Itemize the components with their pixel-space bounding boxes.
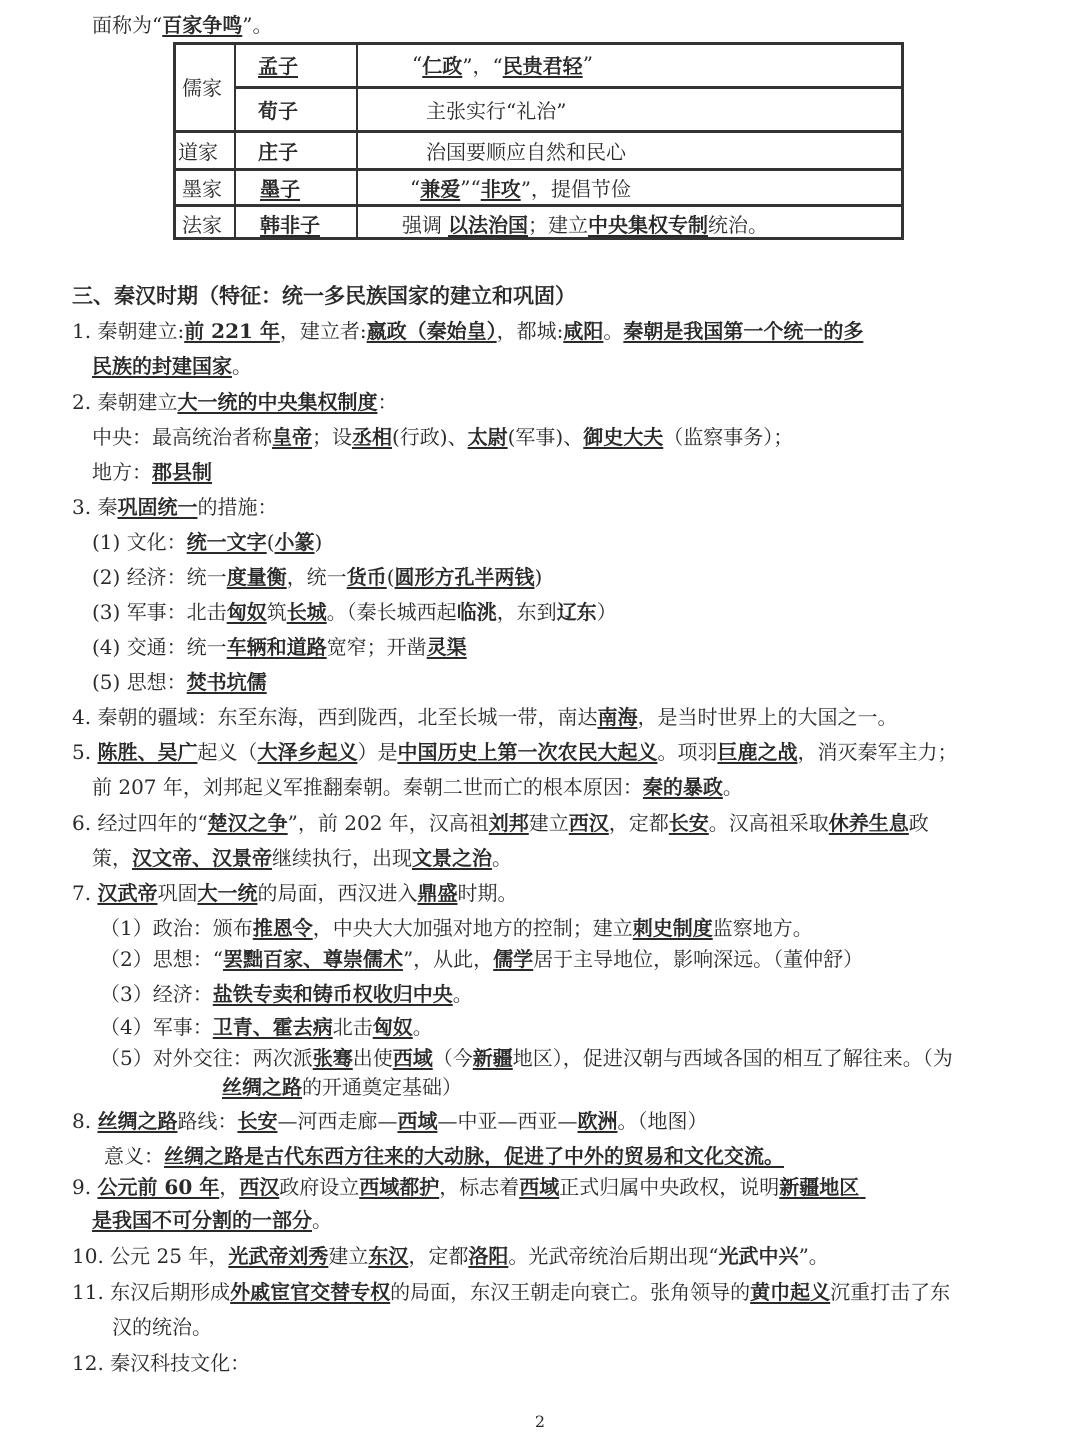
idea-key: 兼爱	[420, 177, 461, 201]
key-term: 儒学	[493, 947, 534, 971]
key-term: 丝绸之路	[97, 1109, 178, 1133]
item-2	[72, 389, 397, 415]
section-title: 三、秦汉时期（特征：统一多民族国家的建立和巩固）	[72, 283, 576, 308]
key-term: 郡县制	[152, 460, 212, 484]
item-3-4	[92, 634, 467, 660]
text: (5) 思想：	[92, 670, 187, 694]
person-name: 韩非子	[260, 213, 320, 237]
key-term: 丝绸之路是古代东西方往来的大动脉，促进了中外的贸易和文化交流。	[164, 1144, 784, 1168]
item-11-cont	[112, 1314, 212, 1340]
text: 意义：	[104, 1144, 164, 1168]
key-term: 新疆地区	[779, 1175, 860, 1199]
item-1-cont	[92, 353, 252, 379]
text: （监察事务）；	[663, 425, 794, 449]
key-term: 西域	[397, 1109, 438, 1133]
text: 。光武帝统治后期出现“	[508, 1244, 719, 1268]
text: 。（地图）	[617, 1109, 708, 1133]
key-term: 卫青、霍去病	[212, 1015, 333, 1039]
key-term: 公元前 60 年	[97, 1175, 220, 1199]
text: 北击	[332, 1015, 373, 1039]
text: 4. 秦朝的疆域：东至东海，西到陇西，北至长城一带，南达	[72, 705, 598, 729]
key-term: 欧洲	[577, 1109, 618, 1133]
key-term: 大一统	[197, 881, 258, 905]
underline-blank	[859, 1174, 919, 1200]
text: 中央：最高统治者称	[92, 425, 272, 449]
key-term: 匈奴	[372, 1015, 413, 1039]
item-7-2	[100, 946, 863, 972]
person-name: 庄子	[258, 140, 298, 164]
key-term: 光武帝刘秀	[228, 1244, 329, 1268]
key-term: 新疆	[472, 1046, 513, 1070]
person-cell	[234, 42, 356, 86]
school-cell	[176, 207, 234, 240]
idea-key: 中央集权专制	[588, 213, 708, 237]
text: （3）经济：	[100, 982, 213, 1006]
text: 监察地方。	[712, 916, 813, 940]
key-term: 盐铁专卖和铸币权收归中央	[212, 982, 453, 1006]
text: 。（秦长城西起	[326, 600, 457, 624]
column-divider	[234, 45, 236, 237]
text: ，建立者:	[279, 319, 367, 343]
text: (4) 交通：统一	[92, 635, 227, 659]
idea-text: ”，“	[462, 53, 503, 78]
text: ，东到	[496, 600, 557, 624]
item-9	[72, 1174, 919, 1200]
item-7-4	[100, 1014, 433, 1040]
table-row	[234, 86, 901, 130]
key-term: 皇帝	[272, 425, 312, 449]
item-3-1	[92, 529, 322, 555]
text: —中亚—西亚—	[437, 1109, 578, 1133]
text: ，	[219, 1175, 240, 1199]
key-term: 文景之治	[412, 846, 492, 870]
text: —河西走廊—	[277, 1109, 398, 1133]
key-term: 汉文帝、汉景帝	[132, 846, 272, 870]
text: ，定都	[608, 811, 669, 835]
key-term: 西域都护	[359, 1175, 440, 1199]
idea-key: 非攻	[480, 177, 521, 201]
text: 。项羽	[657, 740, 718, 764]
idea-key: 仁政	[422, 53, 463, 78]
key-term: 车辆和道路	[226, 635, 327, 659]
text: 筑	[266, 600, 287, 624]
intro-text: 面称为	[92, 13, 152, 37]
text: 。	[312, 1208, 332, 1232]
text: 策，	[92, 846, 132, 870]
key-term: 小篆	[274, 530, 315, 554]
text: )	[314, 530, 323, 554]
term-baijia-zhengming: 百家争鸣	[162, 13, 243, 37]
item-6	[72, 810, 929, 836]
item-3-3	[92, 599, 617, 625]
key-term: 咸阳	[563, 319, 604, 343]
key-term: 外戚宦官交替专权	[230, 1280, 391, 1304]
idea-text: “	[410, 175, 421, 200]
page-number: 2	[534, 1412, 546, 1431]
text: (1) 文化：	[92, 530, 187, 554]
idea-text: 治国要顺应自然和民心	[426, 140, 626, 164]
text: 前 207 年，刘邦起义军推翻秦朝。秦朝二世而亡的根本原因：	[92, 775, 643, 799]
text: ，统一	[286, 565, 347, 589]
text: 建立	[528, 811, 569, 835]
key-term: 焚书坑儒	[186, 670, 267, 694]
text: （5）对外交往：两次派	[100, 1046, 313, 1070]
key-term: 刺史制度	[632, 916, 713, 940]
text: 建立	[328, 1244, 369, 1268]
idea-text: 主张实行“礼治”	[426, 99, 567, 123]
text: 。	[452, 982, 473, 1006]
text: 时期。	[457, 881, 518, 905]
person-cell	[234, 171, 356, 204]
item-2-central	[92, 424, 793, 450]
text: 地方：	[92, 460, 152, 484]
key-term: 鼎盛	[417, 881, 458, 905]
text: 5.	[72, 740, 98, 764]
text: （1）政治：颁布	[100, 916, 253, 940]
item-7-5-cont	[222, 1074, 462, 1100]
text: （2）思想：“	[100, 947, 223, 971]
key-term: 东汉	[368, 1244, 409, 1268]
text: ，中央大大加强对地方的控制；建立	[312, 916, 633, 940]
key-term: 西汉	[239, 1175, 280, 1199]
key-term: 巩固统一	[117, 495, 198, 519]
key-term: 圆形方孔半两钱	[394, 565, 535, 589]
text: 沉重打击了东	[830, 1280, 951, 1304]
text: 路线：	[177, 1109, 238, 1133]
key-term: 黄巾起义	[750, 1280, 831, 1304]
key-term: 光武中兴	[718, 1244, 799, 1268]
text: )	[534, 565, 543, 589]
idea-cell	[356, 171, 901, 204]
item-3	[72, 494, 277, 520]
text: （今	[432, 1046, 473, 1070]
text: 。	[492, 846, 512, 870]
idea-key: 民贵君轻	[502, 53, 583, 78]
key-term: 统一文字	[186, 530, 267, 554]
key-term: 是我国不可分割的一部分	[92, 1208, 312, 1232]
school-name: 道家	[178, 140, 218, 164]
text: (	[386, 565, 395, 589]
text: ，定都	[408, 1244, 469, 1268]
key-term: 洛阳	[468, 1244, 509, 1268]
text: 出使	[352, 1046, 393, 1070]
idea-text: ”	[582, 52, 593, 76]
text: （4）军事：	[100, 1015, 213, 1039]
column-divider	[356, 45, 358, 237]
text: 。	[603, 319, 624, 343]
key-term: 汉武帝	[97, 881, 158, 905]
key-term: 大一统的中央集权制度	[177, 390, 378, 414]
item-11	[72, 1279, 950, 1305]
key-term: 秦的暴政	[642, 775, 723, 799]
key-term: 楚汉之争	[207, 811, 288, 835]
text: 政	[908, 811, 929, 835]
key-term: 刘邦	[488, 811, 529, 835]
text: 12. 秦汉科技文化：	[72, 1351, 251, 1375]
item-2-local	[92, 459, 212, 485]
item-9-cont	[92, 1207, 332, 1233]
text: 继续执行，出现	[272, 846, 412, 870]
item-6-cont	[92, 845, 512, 871]
text: ，消灭秦军主力；	[797, 740, 958, 764]
item-7-5	[100, 1045, 953, 1071]
text: ）	[596, 600, 617, 624]
person-cell	[234, 207, 356, 240]
school-name: 墨家	[182, 177, 222, 201]
text: 正式归属中央政权，说明	[559, 1175, 780, 1199]
text: 的措施：	[197, 495, 278, 519]
text: 的局面，东汉王朝走向衰亡。张角领导的	[390, 1280, 751, 1304]
text: 2. 秦朝建立	[72, 390, 178, 414]
quote-open: “	[152, 13, 163, 37]
text: 11. 东汉后期形成	[72, 1280, 231, 1304]
key-term: 丞相	[352, 425, 392, 449]
key-term: 御史大夫	[583, 425, 664, 449]
item-4	[72, 704, 897, 730]
key-term: 民族的封建国家	[92, 354, 232, 378]
text: 宽窄；开凿	[326, 635, 427, 659]
table-row	[176, 204, 901, 240]
key-term: 西域	[392, 1046, 433, 1070]
item-12	[72, 1350, 250, 1376]
key-term: 长安	[668, 811, 709, 835]
text: 居于主导地位，影响深远。（董仲舒）	[533, 947, 864, 971]
text: 的局面，西汉进入	[257, 881, 418, 905]
item-8	[72, 1108, 707, 1134]
text: 巩固	[157, 881, 198, 905]
person-name: 荀子	[258, 99, 298, 123]
key-term: 度量衡	[226, 565, 287, 589]
key-term: 长安	[237, 1109, 278, 1133]
text: 10. 公元 25 年，	[72, 1244, 229, 1268]
key-term: 嬴政（秦始皇）	[366, 319, 497, 343]
text: 3. 秦	[72, 495, 118, 519]
item-3-2	[92, 564, 542, 590]
item-10	[72, 1243, 829, 1269]
item-5	[72, 739, 957, 765]
text: ）是	[357, 740, 398, 764]
key-term: 匈奴	[226, 600, 267, 624]
idea-text: ”，提倡节俭	[520, 177, 631, 201]
idea-text: ；建立	[528, 213, 588, 237]
item-7-3	[100, 981, 473, 1007]
key-term: 休养生息	[828, 811, 909, 835]
text: 。	[722, 775, 743, 799]
key-term: 秦朝是我国第一个统一的多	[623, 319, 864, 343]
idea-cell	[356, 89, 901, 130]
text: ”。	[798, 1244, 829, 1268]
text: ，都城:	[496, 319, 564, 343]
text: ；设	[312, 425, 352, 449]
text: (2) 经济：统一	[92, 565, 227, 589]
text: 起义（	[197, 740, 258, 764]
text: ，是当时世界上的大国之一。	[637, 705, 898, 729]
text: ，标志着	[439, 1175, 520, 1199]
schools-table	[173, 42, 904, 240]
table-row	[176, 42, 901, 86]
idea-cell	[356, 133, 901, 168]
key-term: 辽东	[556, 600, 597, 624]
person-cell	[234, 89, 356, 130]
key-term: 推恩令	[252, 916, 313, 940]
table-row	[176, 168, 901, 204]
key-term: 西域	[519, 1175, 560, 1199]
school-cell	[176, 171, 234, 204]
text: ”，从此，	[402, 947, 494, 971]
key-term: 西汉	[568, 811, 609, 835]
key-term: 巨鹿之战	[717, 740, 798, 764]
idea-key: 以法治国	[448, 213, 528, 237]
text: 政府设立	[279, 1175, 360, 1199]
key-term: 陈胜、吴广	[97, 740, 198, 764]
text: 。汉高祖采取	[708, 811, 829, 835]
key-term: 太尉	[467, 425, 508, 449]
item-7-1	[100, 915, 813, 941]
text: ：	[377, 390, 398, 414]
text: 。	[232, 354, 252, 378]
text: 7.	[72, 881, 98, 905]
item-7	[72, 880, 517, 906]
intro-line	[92, 12, 272, 38]
item-8-significance	[104, 1143, 784, 1169]
idea-cell	[356, 207, 901, 240]
table-row	[176, 130, 901, 168]
key-term: 临洮	[456, 600, 497, 624]
school-cell	[176, 133, 234, 168]
idea-text: 统治。	[708, 213, 768, 237]
key-term: 前 221 年	[184, 319, 280, 343]
idea-cell	[356, 42, 901, 86]
key-term: 货币	[346, 565, 387, 589]
school-name: 儒家	[182, 75, 222, 100]
key-term: 灵渠	[426, 635, 467, 659]
school-name: 法家	[182, 213, 222, 237]
idea-text: 强调	[402, 213, 442, 237]
key-term: 长城	[286, 600, 327, 624]
text: (行政)、	[392, 425, 468, 449]
text: 地区），促进汉朝与西域各国的相互了解往来。（为	[512, 1046, 953, 1070]
key-term: 张骞	[312, 1046, 353, 1070]
text: (	[266, 530, 275, 554]
person-cell	[234, 133, 356, 168]
key-term: 中国历史上第一次农民大起义	[397, 740, 658, 764]
key-term: 大泽乡起义	[257, 740, 358, 764]
text: (3) 军事：北击	[92, 600, 227, 624]
item-1	[72, 318, 863, 344]
text: 。	[412, 1015, 433, 1039]
key-term: 罢黜百家、尊崇儒术	[222, 947, 403, 971]
text: 汉的统治。	[112, 1315, 212, 1339]
key-term: 丝绸之路	[222, 1075, 302, 1099]
item-3-5	[92, 669, 267, 695]
school-cell	[176, 45, 234, 127]
person-name: 墨子	[260, 177, 300, 201]
key-term: 南海	[597, 705, 638, 729]
text: 1. 秦朝建立:	[72, 319, 185, 343]
text: 的开通奠定基础）	[302, 1075, 462, 1099]
text: (军事)、	[507, 425, 584, 449]
text: 8.	[72, 1109, 98, 1133]
idea-text: ”“	[460, 175, 481, 200]
quote-close: ”。	[242, 13, 273, 37]
text: ”，前 202 年，汉高祖	[287, 811, 489, 835]
item-5-cont	[92, 774, 743, 800]
idea-text: “	[412, 52, 423, 76]
person-name: 孟子	[258, 53, 298, 78]
text: 9.	[72, 1175, 98, 1199]
text: 6. 经过四年的“	[72, 811, 208, 835]
